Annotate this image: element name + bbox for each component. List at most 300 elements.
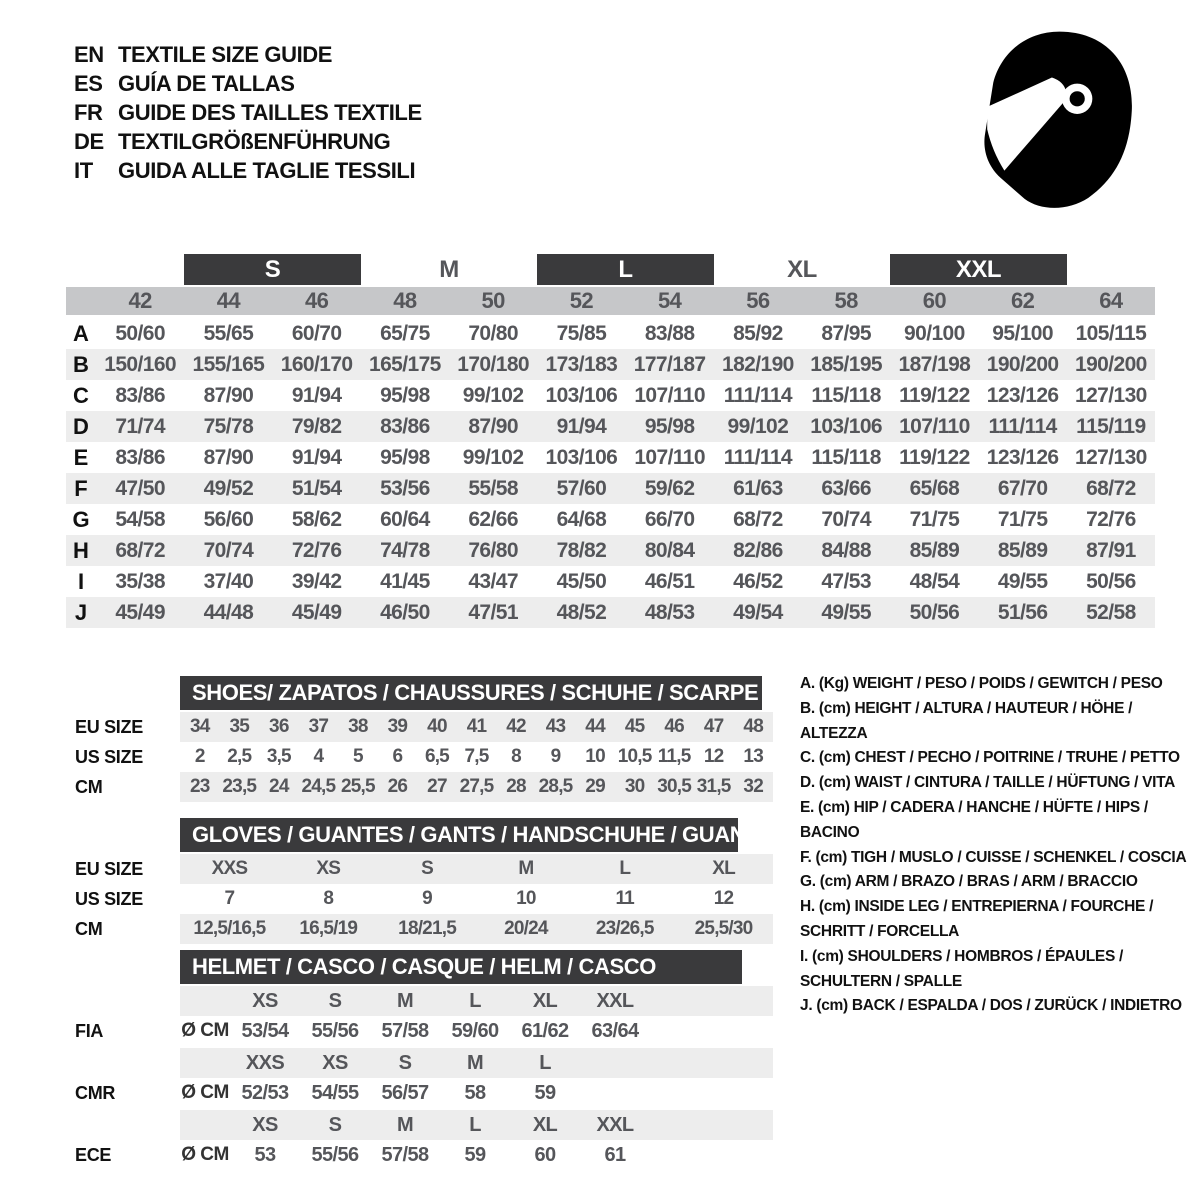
measurement-value: 71/75 — [909, 507, 960, 531]
legend-item: A. (Kg) WEIGHT / PESO / POIDS / GEWITCH / PESO — [800, 675, 1163, 692]
measurement-value: 37/40 — [203, 569, 254, 593]
legend-item: I. (cm) SHOULDERS / HOMBROS / ÉPAULES / SCHULTERN / SPALLE — [800, 947, 1124, 990]
measurement-value: 119/122 — [899, 445, 970, 469]
measurement-value: 90/100 — [904, 321, 965, 345]
helmet-sizes-grid — [180, 990, 650, 1013]
language-header — [74, 40, 422, 185]
size-value: 10 — [516, 888, 536, 909]
helmet-value: 55/56 — [311, 1019, 359, 1042]
language-title: GUIDE DES TAILLES TEXTILE — [118, 100, 422, 125]
size-value: 3,5 — [266, 746, 291, 767]
size-value: XXS — [211, 858, 248, 879]
measurement-value: 99/102 — [727, 414, 789, 438]
gloves-title-bar: GLOVES / GUANTES / GANTS / HANDSCHUHE / GUANTI — [180, 818, 738, 852]
measurement-value: 115/118 — [811, 383, 881, 407]
size-group-xl: XL — [787, 255, 817, 283]
helmet-value: 52/53 — [241, 1081, 289, 1104]
size-value: 7 — [224, 888, 235, 909]
helmet-value: 59 — [534, 1081, 556, 1104]
helmet-size: L — [469, 989, 481, 1012]
measurement-value: 74/78 — [380, 538, 430, 562]
language-code: IT — [74, 158, 93, 183]
measurement-value: 95/98 — [380, 445, 430, 469]
size-value: 32 — [743, 776, 763, 797]
size-row-us-size — [66, 742, 773, 772]
measurement-value: 70/74 — [821, 507, 871, 531]
helmet-value: 53 — [254, 1143, 276, 1166]
measurement-value: 46/52 — [733, 569, 783, 593]
size-row-cm — [66, 772, 773, 802]
size-value: 23 — [189, 776, 210, 797]
measurement-value: 85/89 — [997, 538, 1048, 562]
measurement-value: 87/90 — [203, 383, 254, 407]
numeric-size: 58 — [834, 288, 858, 313]
helmet-size: XXL — [596, 989, 634, 1012]
size-value: 41 — [466, 716, 487, 737]
measurement-value: 115/118 — [811, 445, 881, 469]
measurement-value: 111/114 — [723, 383, 792, 407]
helmet-value: 61/62 — [521, 1019, 569, 1042]
size-value: 35 — [229, 716, 250, 737]
size-value: 34 — [189, 716, 210, 737]
measurement-value: 87/95 — [821, 321, 871, 345]
measurement-rows — [66, 318, 1155, 628]
measurement-value: 44/48 — [203, 600, 254, 624]
row-label: B — [73, 351, 89, 377]
helmet-value: 56/57 — [381, 1081, 429, 1104]
numeric-size-row — [66, 287, 1155, 315]
helmet-section — [66, 950, 773, 1172]
shoes-section — [66, 676, 773, 802]
helmet-size: XS — [252, 1113, 278, 1136]
size-value: 44 — [585, 716, 605, 737]
helmet-value: 59/60 — [451, 1019, 499, 1042]
helmet-value: 59 — [464, 1143, 486, 1166]
helmet-values — [180, 1078, 773, 1108]
size-value: 28,5 — [538, 776, 573, 797]
legend-item: F. (cm) TIGH / MUSLO / CUISSE / SCHENKEL / COSCIA — [800, 848, 1187, 866]
measurement-value: 177/187 — [633, 352, 706, 376]
size-value: 30,5 — [657, 776, 692, 797]
measurement-value: 47/51 — [468, 600, 518, 624]
measurement-value: 91/94 — [291, 445, 342, 469]
size-value: 30 — [624, 776, 645, 797]
measurement-value: 185/195 — [810, 352, 882, 376]
size-value: S — [421, 858, 433, 879]
size-value: 2,5 — [227, 746, 252, 767]
size-value: L — [619, 858, 631, 879]
measurement-value: 55/65 — [203, 321, 254, 345]
measurement-value: 49/55 — [821, 600, 871, 624]
measurement-value: 54/58 — [115, 507, 165, 531]
numeric-size: 42 — [128, 288, 152, 313]
size-value: 24 — [269, 776, 289, 797]
size-group-l: L — [537, 254, 714, 285]
measurement-value: 72/76 — [291, 538, 342, 562]
measurement-value: 80/84 — [644, 538, 695, 562]
measurement-value: 105/115 — [1075, 321, 1147, 345]
language-row — [74, 98, 422, 127]
size-value: 47 — [703, 716, 724, 737]
helmet-sizes-row-cmr — [66, 1048, 773, 1078]
measurement-value: 35/38 — [115, 569, 165, 593]
measurement-value: 150/160 — [104, 352, 176, 376]
size-value: 25,5/30 — [694, 918, 753, 939]
helmet-sizes — [180, 986, 773, 1016]
legend-item: H. (cm) INSIDE LEG / ENTREPIERNA / FOURCHE / SCHRITT / FORCELLA — [800, 898, 1154, 940]
size-value: 12,5/16,5 — [193, 918, 266, 939]
measurement-value: 70/74 — [203, 538, 254, 562]
helmet-sizes — [180, 1048, 773, 1078]
measurement-value: 111/114 — [723, 445, 792, 469]
size-value: 18/21,5 — [398, 918, 456, 939]
numeric-size: 50 — [481, 288, 505, 313]
row-values — [180, 712, 773, 742]
legend-item: C. (cm) CHEST / PECHO / POITRINE / TRUHE / PETTO — [800, 749, 1180, 767]
standard-label: ECE — [75, 1144, 112, 1165]
measurement-value: 182/190 — [722, 352, 794, 376]
gloves-section — [66, 818, 773, 944]
size-value: 12 — [713, 888, 734, 909]
measurement-value: 85/89 — [909, 538, 960, 562]
size-row-cm — [66, 914, 773, 944]
measurement-value: 39/42 — [291, 569, 342, 593]
row-label: G — [72, 506, 90, 532]
numeric-size: 54 — [657, 288, 682, 313]
measurement-value: 58/62 — [291, 507, 342, 531]
language-code: DE — [74, 129, 104, 154]
measurement-value: 83/86 — [115, 445, 165, 469]
measurement-value: 68/72 — [115, 538, 165, 562]
diameter-unit: Ø CM — [181, 1144, 229, 1165]
measurement-value: 51/54 — [291, 476, 342, 500]
size-group-row — [66, 254, 1155, 285]
numeric-size: 64 — [1099, 288, 1123, 313]
row-label: J — [74, 599, 88, 625]
size-value: 10 — [585, 746, 605, 767]
helmet-size: L — [539, 1051, 551, 1074]
numeric-size: 56 — [746, 288, 770, 313]
measurement-value: 47/50 — [115, 476, 165, 500]
helmet-size: M — [396, 989, 414, 1012]
helmet-title-bar: HELMET / CASCO / CASQUE / HELM / CASCO — [180, 950, 742, 984]
measurement-value: 119/122 — [899, 383, 970, 407]
row-label: E — [73, 444, 89, 470]
measurement-row-b — [66, 349, 1155, 380]
helmet-value: 60 — [534, 1143, 556, 1166]
helmet-icon — [978, 28, 1142, 210]
helmet-values-grid — [180, 1020, 650, 1043]
measurement-value: 91/94 — [556, 414, 607, 438]
size-value: 7,5 — [464, 746, 489, 767]
size-value: 9 — [422, 888, 432, 909]
size-value: 42 — [506, 716, 526, 737]
row-header-label: EU SIZE — [75, 858, 143, 879]
row-header-label: CM — [75, 776, 103, 797]
legend-item: D. (cm) WAIST / CINTURA / TAILLE / HÜFTUNG / VITA — [800, 774, 1176, 792]
helmet-size: S — [398, 1051, 412, 1074]
measurement-value: 95/100 — [992, 321, 1053, 345]
size-value: 13 — [743, 746, 763, 767]
measurement-value: 70/80 — [468, 321, 518, 345]
measurement-value: 173/183 — [545, 352, 618, 376]
helmet-size: M — [396, 1113, 414, 1136]
helmet-values-grid — [180, 1144, 650, 1167]
helmet-size: XXS — [245, 1051, 285, 1074]
measurement-value: 91/94 — [291, 383, 342, 407]
helmet-sizes-row-ece — [66, 1110, 773, 1140]
measurement-value: 52/58 — [1086, 600, 1136, 624]
size-value: 4 — [313, 746, 324, 767]
language-title: TEXTILGRÖßENFÜHRUNG — [118, 129, 391, 154]
numeric-size: 52 — [569, 288, 594, 313]
measurement-value: 123/126 — [986, 383, 1059, 407]
row-label: D — [73, 413, 89, 439]
size-value: 27 — [427, 776, 447, 797]
size-value: 2 — [194, 746, 205, 767]
measurement-row-j — [66, 597, 1155, 628]
numeric-size: 44 — [216, 288, 241, 313]
spacer — [66, 676, 180, 710]
size-value: 6 — [392, 746, 403, 767]
shoes-title-bar: SHOES/ ZAPATOS / CHAUSSURES / SCHUHE / SCARPE — [180, 676, 762, 710]
measurement-value: 65/68 — [909, 476, 960, 500]
numeric-size: 48 — [393, 288, 417, 313]
helmet-sizes — [180, 1110, 773, 1140]
language-row — [74, 127, 422, 156]
numeric-size: 60 — [922, 288, 947, 313]
language-row — [74, 40, 422, 69]
size-value: 46 — [664, 716, 684, 737]
spacer — [66, 818, 180, 852]
measurement-value: 49/52 — [203, 476, 254, 500]
helmet-size: XL — [532, 1113, 558, 1136]
language-row — [74, 69, 422, 98]
measurement-value: 62/66 — [468, 507, 518, 531]
size-group-s: S — [184, 254, 361, 285]
measurement-value: 45/50 — [556, 569, 607, 593]
measurement-value: 165/175 — [369, 352, 441, 376]
measurement-value: 46/50 — [380, 600, 430, 624]
size-value: 16,5/19 — [299, 918, 358, 939]
measurement-row-i — [66, 566, 1155, 597]
measurement-row-d — [66, 411, 1155, 442]
measurement-value: 87/90 — [203, 445, 254, 469]
measurement-value: 72/76 — [1086, 507, 1136, 531]
standard-label: CMR — [75, 1082, 116, 1103]
helmet-size: XXL — [596, 1113, 634, 1136]
measurement-legend — [800, 672, 1196, 1019]
row-label: C — [73, 382, 89, 408]
size-value: 6,5 — [424, 746, 449, 767]
measurement-value: 87/90 — [468, 414, 518, 438]
measurement-value: 51/56 — [997, 600, 1048, 624]
helmet-values-row-ece — [66, 1140, 773, 1170]
helmet-icon-svg — [978, 28, 1142, 210]
row-header-label: EU SIZE — [75, 716, 143, 737]
measurement-value: 66/70 — [644, 507, 695, 531]
helmet-size: L — [469, 1113, 481, 1136]
row-values — [180, 742, 773, 772]
helmet-value: 57/58 — [381, 1019, 429, 1042]
row-header-label: CM — [75, 918, 103, 939]
size-value: 8 — [323, 888, 334, 909]
legend-item: J. (cm) BACK / ESPALDA / DOS / ZURÜCK / INDIETRO — [800, 997, 1182, 1015]
size-value: 43 — [545, 716, 566, 737]
measurement-value: 71/74 — [115, 414, 165, 438]
measurement-value: 49/54 — [733, 600, 783, 624]
size-value: 11,5 — [657, 746, 691, 767]
size-value: 20/24 — [504, 918, 548, 939]
measurement-value: 103/106 — [545, 383, 618, 407]
legend-item: E. (cm) HIP / CADERA / HANCHE / HÜFTE / HIPS / BACINO — [800, 798, 1148, 841]
size-value: XS — [316, 858, 341, 879]
measurement-value: 187/198 — [898, 352, 971, 376]
measurement-value: 79/82 — [291, 414, 342, 438]
numeric-size: 62 — [1010, 288, 1035, 313]
size-row-eu-size — [66, 854, 773, 884]
measurement-value: 84/88 — [821, 538, 871, 562]
size-value: 39 — [387, 716, 408, 737]
helmet-value: 54/55 — [311, 1081, 359, 1104]
spacer — [66, 1170, 773, 1172]
measurement-value: 75/78 — [203, 414, 254, 438]
helmet-sizes-grid — [180, 1114, 650, 1137]
measurement-value: 83/88 — [644, 321, 695, 345]
helmet-value: 63/64 — [591, 1019, 639, 1042]
measurement-value: 127/130 — [1075, 445, 1147, 469]
legend-item: B. (cm) HEIGHT / ALTURA / HAUTEUR / HÖHE / ALTEZZA — [800, 699, 1133, 742]
helmet-size: S — [328, 1113, 342, 1136]
diameter-unit: Ø CM — [181, 1020, 229, 1041]
language-title: GUÍA DE TALLAS — [118, 71, 295, 96]
row-label: A — [73, 320, 89, 346]
measurement-value: 71/75 — [997, 507, 1048, 531]
measurement-value: 83/86 — [380, 414, 430, 438]
measurement-value: 50/56 — [909, 600, 960, 624]
measurement-value: 53/56 — [380, 476, 430, 500]
helmet-value: 61 — [604, 1143, 626, 1166]
size-row-us-size — [66, 884, 773, 914]
helmet-values-grid — [180, 1082, 650, 1105]
measurement-value: 107/110 — [899, 414, 970, 438]
size-value: XL — [712, 858, 735, 879]
measurement-value: 99/102 — [462, 383, 524, 407]
helmet-values — [180, 1016, 773, 1046]
measurement-value: 55/58 — [468, 476, 518, 500]
language-code: ES — [74, 71, 103, 96]
row-label: F — [74, 475, 88, 501]
measurement-value: 46/51 — [644, 569, 695, 593]
measurement-value: 48/52 — [556, 600, 607, 624]
helmet-value: 58 — [464, 1081, 486, 1104]
size-group-m: M — [439, 255, 459, 283]
size-value: 38 — [348, 716, 368, 737]
measurement-value: 59/62 — [644, 476, 695, 500]
measurement-value: 190/200 — [1075, 352, 1147, 376]
helmet-values — [180, 1140, 773, 1170]
language-title: TEXTILE SIZE GUIDE — [118, 42, 333, 67]
measurement-row-h — [66, 535, 1155, 566]
measurement-row-c — [66, 380, 1155, 411]
measurement-value: 49/55 — [997, 569, 1048, 593]
measurement-value: 56/60 — [203, 507, 254, 531]
measurement-value: 75/85 — [556, 321, 607, 345]
size-value: 5 — [353, 746, 363, 767]
measurement-value: 50/56 — [1086, 569, 1136, 593]
measurement-value: 76/80 — [468, 538, 518, 562]
size-value: 25,5 — [341, 776, 375, 797]
row-label: I — [77, 568, 85, 594]
row-label: H — [73, 537, 89, 563]
measurement-value: 85/92 — [733, 321, 783, 345]
measurement-row-g — [66, 504, 1155, 535]
measurement-value: 47/53 — [821, 569, 871, 593]
measurement-value: 50/60 — [115, 321, 165, 345]
size-value: 31,5 — [696, 776, 731, 797]
measurement-value: 87/91 — [1086, 538, 1136, 562]
helmet-sizes-row-fia — [66, 986, 773, 1016]
measurement-value: 123/126 — [986, 445, 1059, 469]
size-group-xxl: XXL — [890, 254, 1067, 285]
size-value: 45 — [624, 716, 645, 737]
size-value: 12 — [703, 746, 724, 767]
size-value: 36 — [269, 716, 289, 737]
measurement-value: 111/114 — [988, 414, 1057, 438]
measurement-row-a — [66, 318, 1155, 349]
measurement-value: 115/119 — [1076, 414, 1146, 438]
size-row-eu-size — [66, 712, 773, 742]
helmet-value: 53/54 — [241, 1019, 289, 1042]
measurement-value: 67/70 — [997, 476, 1048, 500]
measurement-value: 61/63 — [733, 476, 783, 500]
row-values — [180, 884, 773, 914]
size-value: M — [518, 858, 534, 879]
size-value: 37 — [308, 716, 329, 737]
measurement-row-f — [66, 473, 1155, 504]
size-value: 8 — [511, 746, 521, 767]
measurement-value: 107/110 — [634, 445, 705, 469]
size-value: 23/26,5 — [595, 918, 654, 939]
size-value: 9 — [550, 746, 561, 767]
language-row — [74, 156, 422, 185]
measurement-value: 155/165 — [192, 352, 265, 376]
standard-label: FIA — [75, 1020, 104, 1041]
measurement-value: 60/70 — [291, 321, 342, 345]
size-value: 10,5 — [617, 746, 652, 767]
helmet-size: XS — [252, 989, 278, 1012]
helmet-values-row-fia — [66, 1016, 773, 1046]
measurement-value: 83/86 — [115, 383, 165, 407]
measurement-value: 68/72 — [733, 507, 783, 531]
helmet-values-row-cmr — [66, 1078, 773, 1108]
measurement-value: 48/53 — [644, 600, 695, 624]
row-values — [180, 854, 773, 884]
row-header-label: US SIZE — [75, 888, 143, 909]
measurement-value: 127/130 — [1075, 383, 1147, 407]
measurement-value: 103/106 — [545, 445, 618, 469]
measurement-row-e — [66, 442, 1155, 473]
measurement-value: 41/45 — [380, 569, 430, 593]
row-values — [180, 914, 773, 944]
measurement-value: 107/110 — [634, 383, 705, 407]
helmet-value: 55/56 — [311, 1143, 359, 1166]
measurement-value: 60/64 — [380, 507, 430, 531]
row-header-label: US SIZE — [75, 746, 143, 767]
measurement-value: 45/49 — [291, 600, 342, 624]
measurement-value: 99/102 — [462, 445, 524, 469]
size-value: 24,5 — [301, 776, 336, 797]
